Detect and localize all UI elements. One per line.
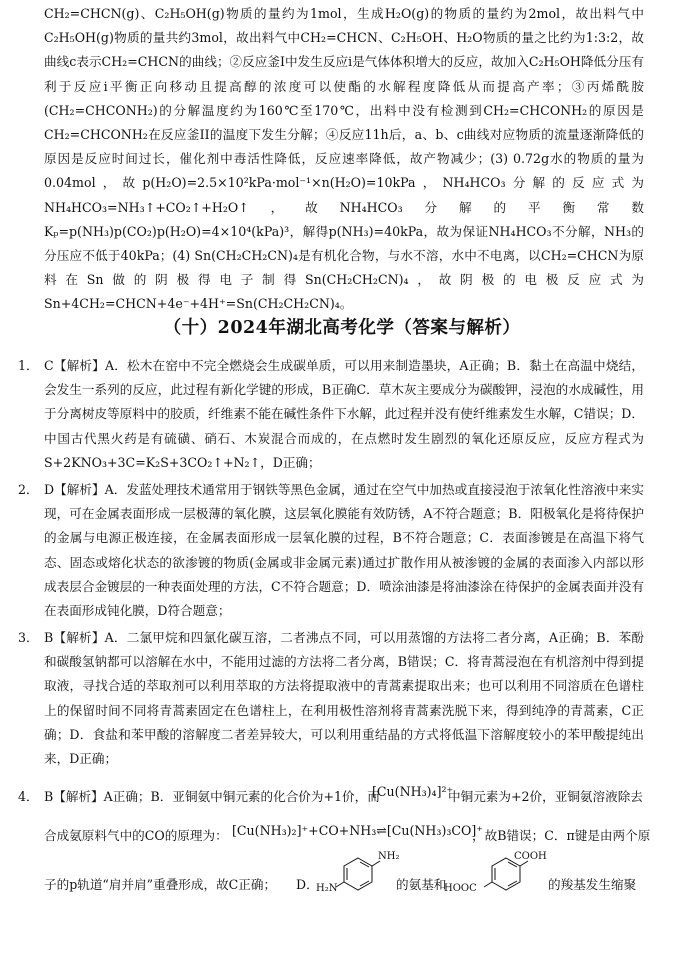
item-text: D【解析】A．发蓝处理技术通常用于钢铁等黑色金属，通过在空气中加热或直接浸泡于浓氧化性溶液中来实现，可在金属表面形成一层极薄的氧化膜，这层氧化膜能有效防锈，A不符合题意；B．阳极氧化是将待保护的金属与电源正极连接，在金属表面形成一层氧化膜的过程，B不符合题意；C．表面渗镀是在高温下将气态、固态或熔化状态的欲渗镀的物质(金属或非金属元素)通过扩散作用从被渗镀的金属的表面渗入内部以形成表层合金镀层的一种表面处理的方法，C不符合题意；D．喷涂油漆是将油漆涂在待保护的金属表面并没有在表面形成钝化膜，D符合题意； (44, 482, 645, 619)
item-number: 4． (18, 789, 39, 804)
section-title: （十）2024年湖北高考化学（答案与解析） (163, 318, 521, 338)
answer-item-2 (18, 478, 644, 623)
item-text: B【解析】A．二氯甲烷和四氯化碳互溶，二者沸点不同，可以用蒸馏的方法将二者分离，A正确；B．苯酚和碳酸氢钠都可以溶解在水中，不能用过滤的方法将二者分离，B错误；C．将青蒿浸泡在有机溶剂中得到提取液，寻找合适的萃取剂可以利用萃取的方法将提取液中的青蒿素提取出来；也可以利用不同溶质在色谱柱上的保留时间不同将青蒿素固定在色谱柱上，在利用极性溶剂将青蒿素洗脱下来，得到纯净的青蒿素，C正确；D．食盐和苯甲酸的溶解度二者差异较大，可以利用重结晶的方式将低温下溶解度较小的苯甲酸提纯出来，D正确； (44, 630, 644, 767)
item4-line1-end: 中铜元素为+2价，亚铜氨溶液除去 (448, 789, 643, 804)
acid-label-bottom: HOOC (444, 883, 477, 894)
item4-line3-mid: 的氨基和 (396, 877, 447, 892)
item4-line2-start: 合成氨原料气中的CO的原理为： (44, 828, 228, 843)
item4-option-d: D． (296, 877, 319, 892)
item-number: 1． (18, 358, 39, 373)
amine-label-top: NH₂ (378, 851, 400, 862)
amine-label-bottom: H₂N (316, 883, 338, 894)
item-text: C【解析】A．松木在窑中不完全燃烧会生成碳单质，可以用来制造墨块，A正确；B．黏土在高温中烧结，会发生一系列的反应，此过程有新化学键的形成，B正确C．草木灰主要成分为碳酸钾，浸泡的水成碱性，用于分离树皮等原料中的胶质，纤维素不能在碱性条件下水解，此过程并没有使纤维素发生水解，C错误；D．中国古代黑火药是有硫磺、硝石、木炭混合而成的，在点燃时发生剧烈的氧化还原反应，反应方程式为S+2KNO₃+3C=K₂S+3CO₂↑+N₂↑，D正确； (44, 358, 644, 470)
acid-label-top: COOH (514, 851, 547, 862)
item4-line2-end: ，故B错误；C．π键是由两个原 (472, 828, 651, 843)
item4-line1-start: B【解析】A正确；B．亚铜氨中铜元素的化合价为+1价，而 (44, 789, 380, 804)
item4-line3-start: 子的p轨道“肩并肩”重叠形成，故C正确； (44, 877, 277, 892)
complex-ion-formula: [Cu(NH₃)₄]²⁺ (372, 784, 454, 799)
answer-item-1 (18, 354, 644, 475)
co-absorption-equation: [Cu(NH₃)₂]⁺+CO+NH₃⇌[Cu(NH₃)₃CO]⁺ (232, 823, 483, 838)
item-number: 3． (18, 630, 39, 645)
answer-item-3 (18, 626, 644, 771)
item-number: 2． (18, 482, 39, 497)
item4-line3-end: 的羧基发生缩聚 (548, 877, 637, 892)
previous-answer-paragraph: CH₂=CHCN(g)、C₂H₅OH(g)物质的量约为1mol，生成H₂O(g)的物质的量约为2mol，故出料气中C₂H₅OH(g)物质的量共约3mol，故出料气中CH₂=CHCN、C₂H₅OH、H₂O物质的量之比约为1:3:2，故曲线c表示CH₂=CHCN的曲线；②反应釜I中发生反应i是气体体积增大的反应，故加入C₂H₅OH降低分压有利于反应i平衡正向移动且提高醇的浓度可以使酯的水解程度降低从而提高产率；③丙烯酰胺(CH₂=CHCONH₂)的分解温度约为160℃至170℃，出料中没有检测到CH₂=CHCONH₂的原因是CH₂=CHCONH₂在反应釜II的温度下发生分解；④反应11h后，a、b、c曲线对应物质的流量逐渐降低的原因是反应时间过长，催化剂中毒活性降低，反应速率降低，故产物减少；(3) 0.72g水的物质的量为0.04mol，故p(H₂O)=2.5×10²kPa·mol⁻¹×n(H₂O)=10kPa，NH₄HCO₃分解的反应式为NH₄HCO₃=NH₃↑+CO₂↑+H₂O↑，故NH₄HCO₃分解的平衡常数Kₚ=p(NH₃)p(CO₂)p(H₂O)=4×10⁴(kPa)³，解得p(NH₃)=40kPa，故为保证NH₄HCO₃不分解，NH₃的分压应不低于40kPa；(4) Sn(CH₂CH₂CN)₄是有机化合物，与水不溶，水中不电离，以CH₂=CHCN为原料在Sn做的阴极得电子制得Sn(CH₂CH₂CN)₄，故阴极的电极反应式为Sn+4CH₂=CHCN+4e⁻+4H⁺=Sn(CH₂CH₂CN)₄。 (44, 6, 644, 312)
